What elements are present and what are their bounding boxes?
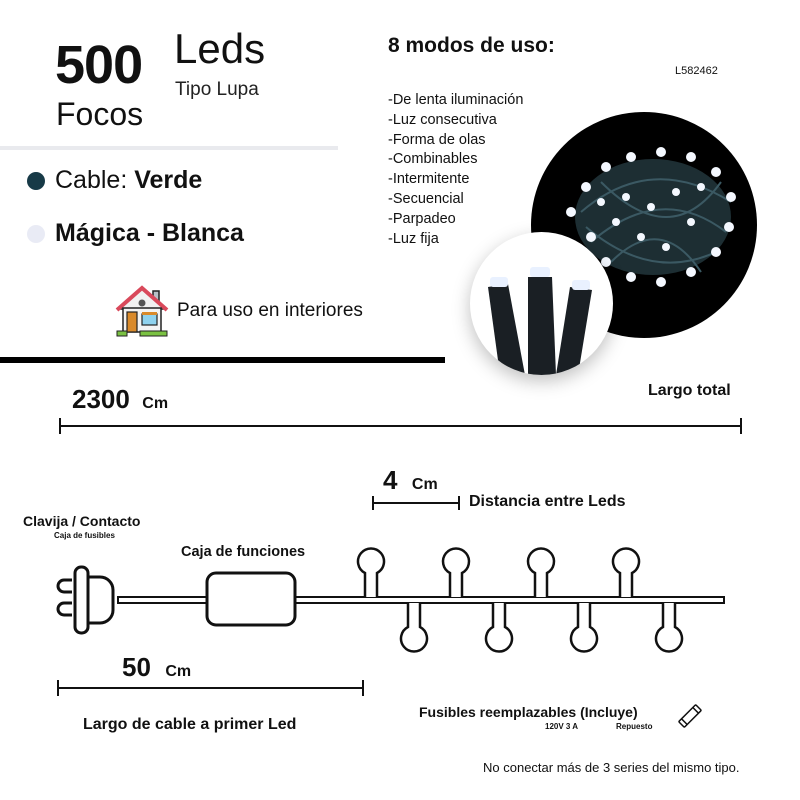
controller-box: [207, 573, 295, 625]
total-length-label: Largo total: [648, 382, 731, 399]
count-unit: Focos: [56, 96, 144, 132]
lead-length-value: 50: [122, 652, 151, 682]
product-subtype: Tipo Lupa: [175, 79, 259, 100]
fuses-label: Fusibles reemplazables (Incluye): [419, 704, 638, 720]
lead-length-dimension-line: [0, 678, 400, 698]
cable-value: Verde: [134, 166, 203, 194]
indoor-text: Para uso en interiores: [177, 300, 363, 321]
light-spec: [27, 219, 244, 248]
cable-label: Cable: Verde: [55, 166, 203, 194]
plug-sublabel: Caja de fusibles: [54, 531, 115, 540]
lead-length-unit: Cm: [165, 663, 192, 680]
mode-item: -Luz consecutiva: [388, 111, 497, 128]
total-length: [72, 384, 168, 415]
divider-dark: [0, 357, 445, 363]
led-spacing-label: Distancia entre Leds: [469, 493, 626, 510]
light-string-diagram: [0, 535, 800, 655]
mode-item: -Luz fija: [388, 230, 439, 247]
total-length-value: 2300: [72, 384, 130, 414]
light-color-dot-icon: [27, 225, 45, 243]
house-icon: [115, 285, 169, 337]
mode-item: -De lenta iluminación: [388, 92, 524, 108]
mode-item: -Intermitente: [388, 171, 470, 188]
warning-text: No conectar más de 3 series del mismo tipo.: [483, 760, 740, 775]
modes-title: 8 modos de uso:: [388, 34, 555, 57]
mode-item: -Combinables: [388, 151, 478, 168]
led-spacing: [383, 465, 438, 496]
led-spacing-value: 4: [383, 465, 398, 495]
fuses-rating: 120V 3 A: [545, 722, 579, 731]
modes-list: [388, 91, 523, 249]
controller-label: Caja de funciones: [181, 544, 306, 560]
product-type: Leds: [174, 25, 266, 72]
mode-item: -Parpadeo: [388, 210, 456, 227]
indoor-use: [115, 285, 363, 337]
light-label: Mágica - Blanca: [55, 219, 244, 247]
led-count: 500: [55, 35, 143, 95]
total-length-unit: Cm: [142, 395, 169, 412]
fuse-icon: [676, 702, 704, 730]
led-spacing-dimension-line: [370, 493, 470, 513]
cable-spec: [27, 166, 202, 195]
mode-item: -Secuencial: [388, 190, 464, 207]
fuses-spare: Repuesto: [616, 722, 653, 731]
plug-label: Clavija / Contacto: [23, 513, 141, 529]
mode-item: -Forma de olas: [388, 131, 486, 148]
divider-light: [0, 146, 338, 150]
cable-color-dot-icon: [27, 172, 45, 190]
led-spacing-unit: Cm: [411, 476, 438, 493]
product-photo-bulbs: [470, 232, 613, 375]
total-length-dimension-line: [0, 412, 800, 442]
lead-length-label: Largo de cable a primer Led: [83, 716, 297, 733]
sku: L582462: [675, 65, 718, 77]
plug-icon: [58, 567, 113, 633]
